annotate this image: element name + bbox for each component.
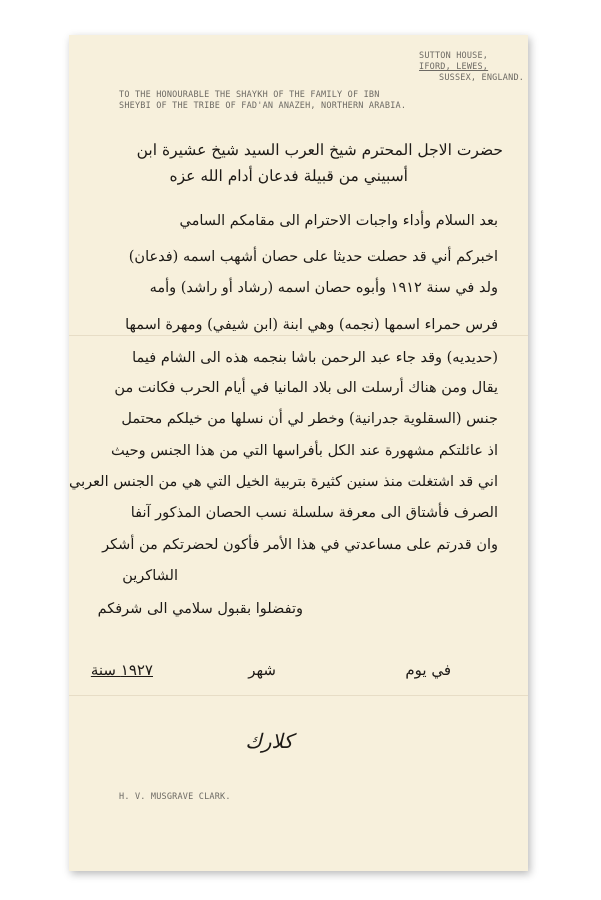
letter-body-line: الشاكرين bbox=[122, 568, 178, 584]
letter-body-line: اذ عائلتكم مشهورة عند الكل بأفراسها التي من هذا الجنس وحيث bbox=[111, 443, 498, 459]
letter-body-line: فرس حمراء اسمها (نجمه) وهي ابنة (ابن شيفي) ومهرة اسمها bbox=[125, 317, 498, 333]
letterhead-address-line: SUSSEX, ENGLAND. bbox=[439, 73, 525, 83]
letter-body-line: بعد السلام وأداء واجبات الاحترام الى مقامكم السامي bbox=[179, 213, 498, 229]
typed-dedication-line: SHEYBI OF THE TRIBE OF FAD'AN ANAZEH, NORTHERN ARABIA. bbox=[119, 101, 407, 111]
paper-fold-line bbox=[69, 695, 528, 696]
letter-closing-line: وتفضلوا بقبول سلامي الى شرفكم bbox=[97, 601, 303, 617]
letter-body-line: يقال ومن هناك أرسلت الى بلاد المانيا في أيام الحرب فكانت من bbox=[114, 380, 498, 396]
letter-body-line: (حديديه) وقد جاء عبد الرحمن باشا بنجمه هذه الى الشام فيما bbox=[132, 350, 498, 366]
letter-body-line: ولد في سنة ١٩١٢ وأبوه حصان اسمه (رشاد أو راشد) وأمه bbox=[149, 280, 498, 296]
letter-body-line: جنس (السقلوية جدرانية) وخطر لي أن نسلها من خيلكم محتمل bbox=[121, 411, 498, 427]
handwritten-signature: كلارك bbox=[245, 729, 293, 753]
letterhead-address-line: IFORD, LEWES, bbox=[419, 62, 489, 72]
letterhead-address-line: SUTTON HOUSE, bbox=[419, 51, 489, 61]
date-month-label: شهر bbox=[248, 661, 276, 679]
letter-body-line: اخبركم أني قد حصلت حديثا على حصان أشهب اسمه (فدعان) bbox=[128, 249, 498, 265]
letter-page bbox=[69, 35, 528, 871]
typed-signatory-name: H. V. MUSGRAVE CLARK. bbox=[119, 792, 231, 802]
letter-body-line: اني قد اشتغلت منذ سنين كثيرة بتربية الخيل التي هي من الجنس العربي bbox=[69, 474, 498, 490]
typed-dedication-line: TO THE HONOURABLE THE SHAYKH OF THE FAMILY OF IBN bbox=[119, 90, 380, 100]
letter-body-line: وان قدرتم على مساعدتي في هذا الأمر فأكون لحضرتكم من أشكر bbox=[102, 537, 498, 553]
letter-body-line: الصرف فأشتاق الى معرفة سلسلة نسب الحصان المذكور آنفا bbox=[130, 505, 498, 521]
date-year-label: ١٩٢٧ سنة bbox=[90, 661, 153, 679]
salutation-line: أسبيني من قبيلة فدعان أدام الله عزه bbox=[169, 167, 408, 185]
salutation-line: حضرت الاجل المحترم شيخ العرب السيد شيخ عشيرة ابن bbox=[136, 141, 503, 159]
date-day-label: في يوم bbox=[405, 661, 451, 679]
paper-fold-line bbox=[69, 335, 528, 336]
